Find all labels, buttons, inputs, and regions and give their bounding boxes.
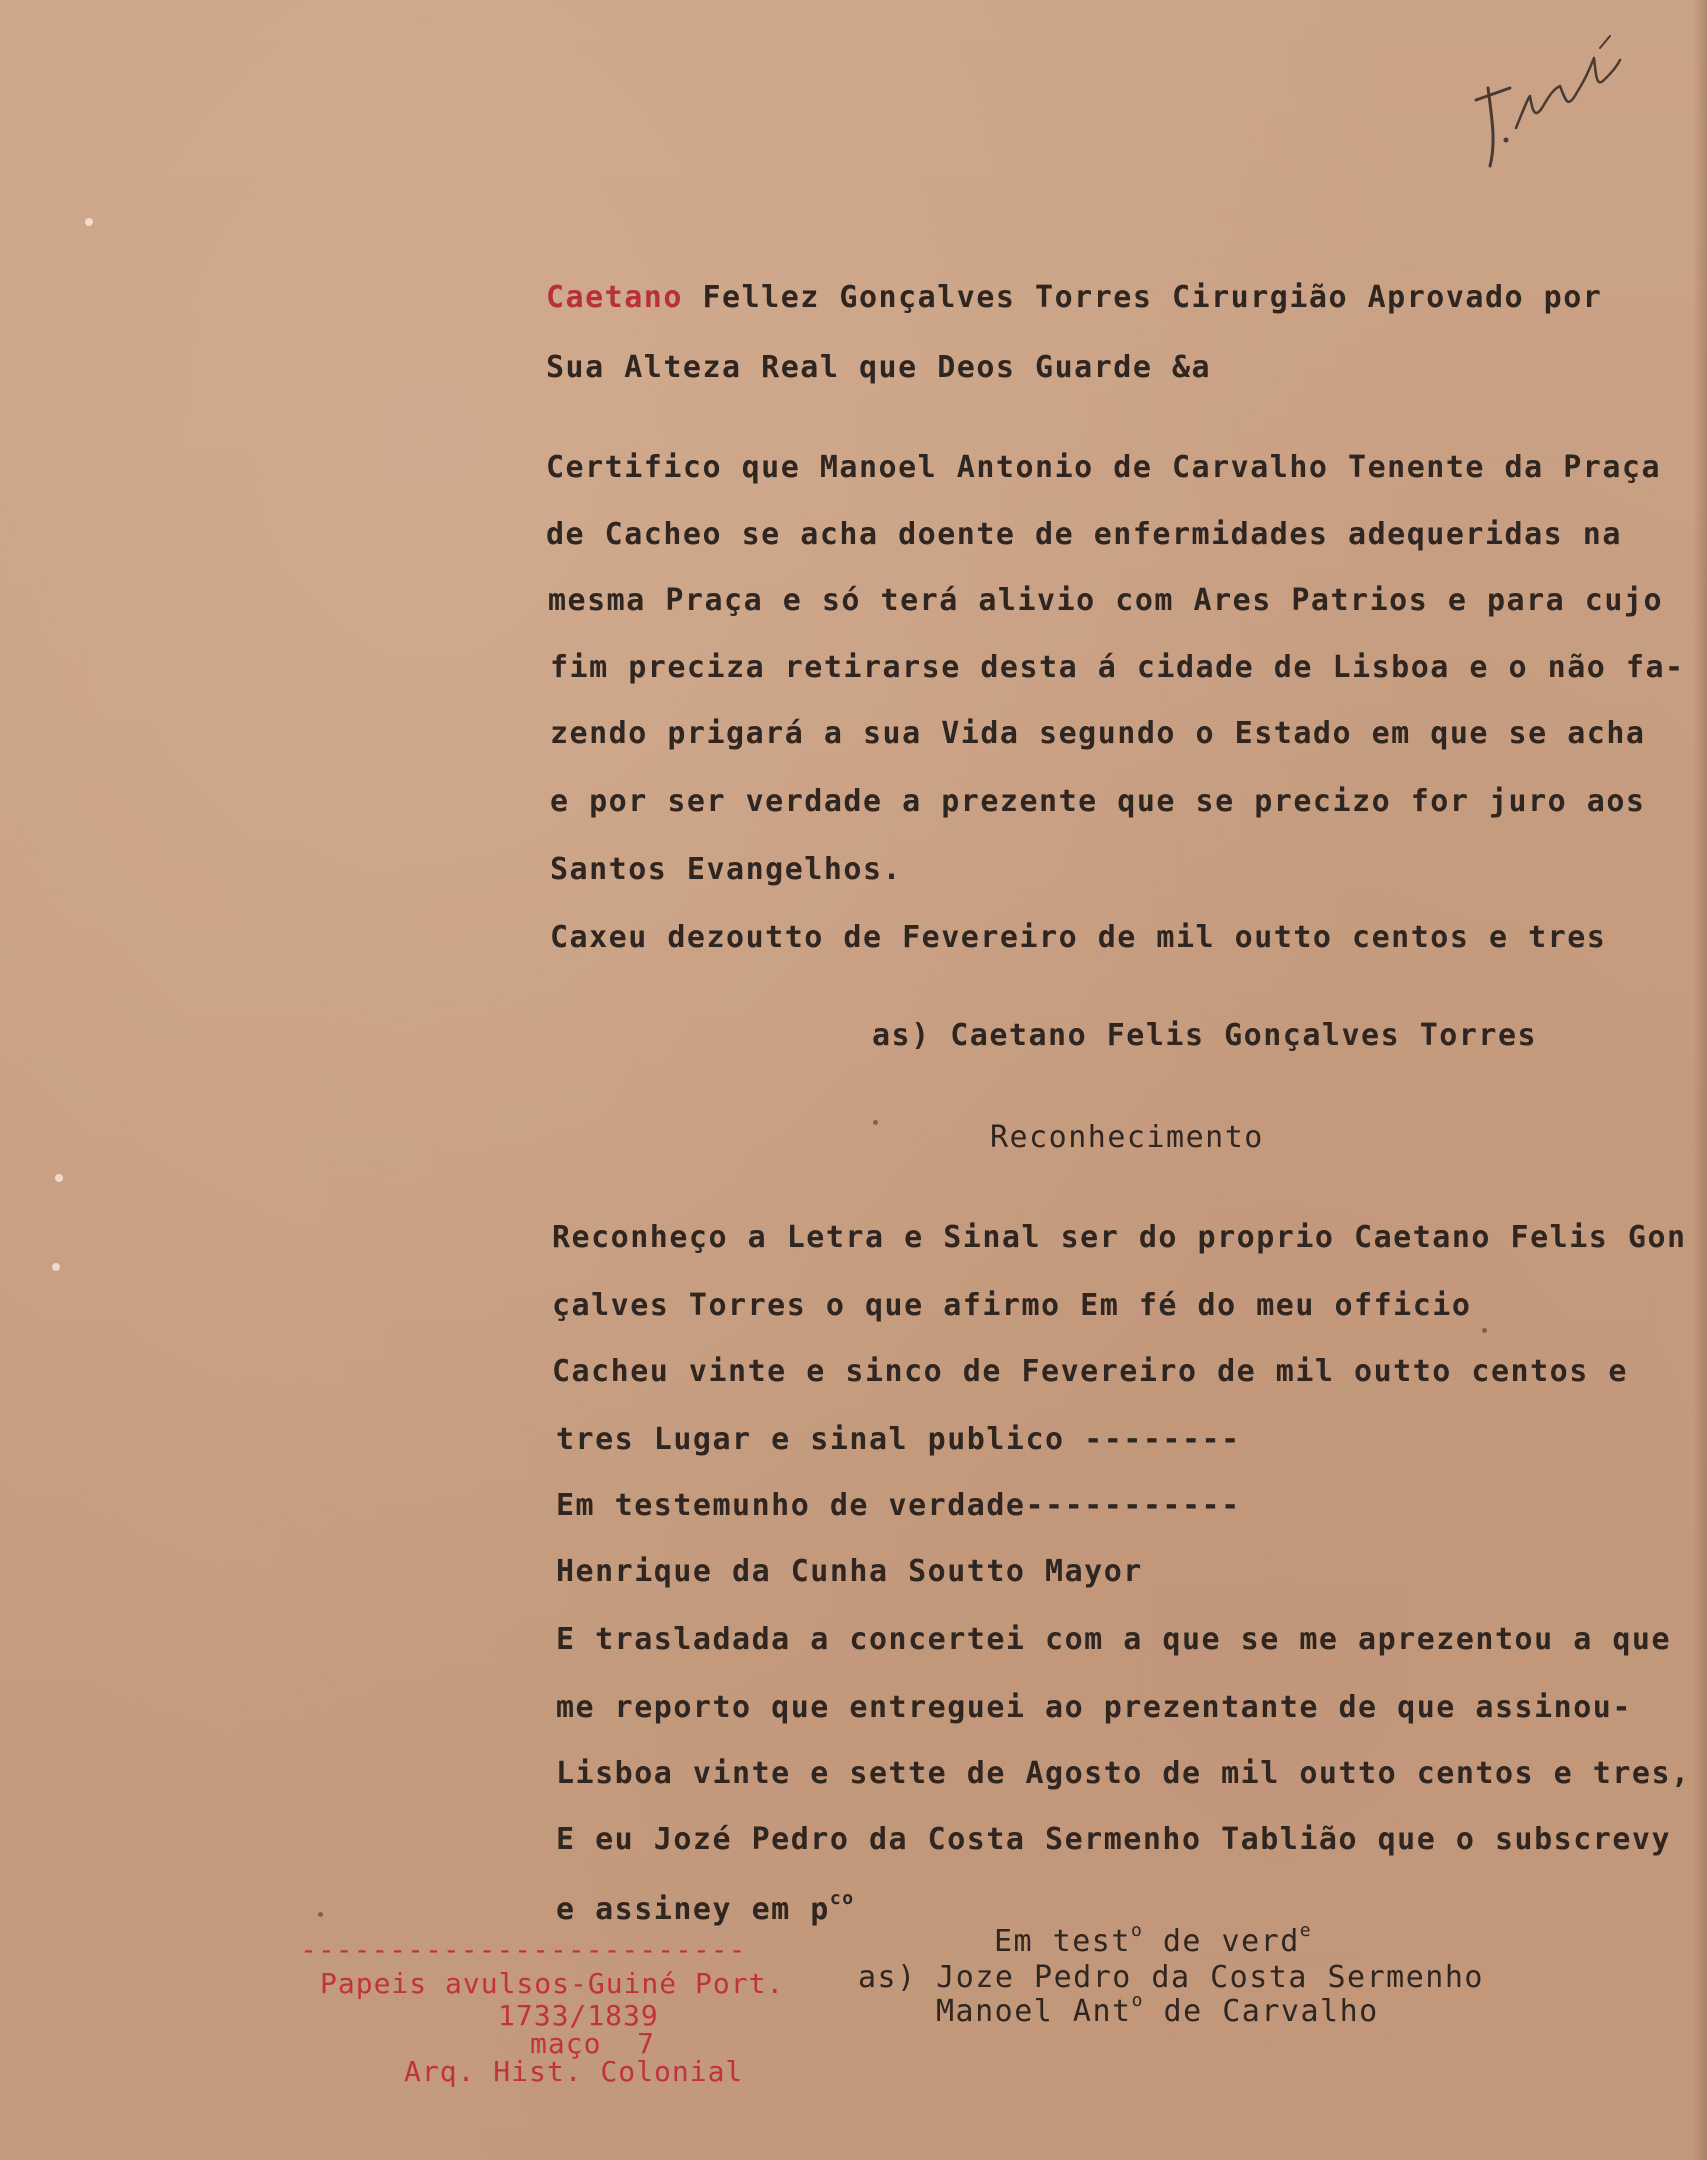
recognition-line: çalves Torres o que afirmo Em fé do meu officio [552, 1288, 1472, 1323]
header-line-1 [546, 280, 1602, 316]
testimony-mid: de verd [1143, 1924, 1300, 1959]
archive-stamp-line-4: Arq. Hist. Colonial [404, 2055, 744, 2088]
recognition-line: Cacheu vinte e sinco de Fevereiro de mil outto centos e [552, 1354, 1628, 1389]
sig2-prefix: Manoel Ant [936, 1994, 1132, 2029]
paper-speck [318, 1912, 323, 1917]
sig2-rest: de Carvalho [1143, 1994, 1379, 2029]
body-line: zendo prigará a sua Vida segundo o Estado em que se acha [550, 716, 1646, 751]
handwritten-signature-mark [1470, 28, 1630, 178]
recognition-line: Reconheço a Letra e Sinal ser do proprio Caetano Felis Gon [552, 1220, 1687, 1255]
recognition-line: me reporto que entreguei ao prezentante de que assinou- [556, 1690, 1632, 1725]
page-edge-shadow [1693, 0, 1707, 2160]
body-line: de Cacheo se acha doente de enfermidades adequeridas na [546, 517, 1622, 552]
testimony-superscript-2: e [1299, 1920, 1313, 1941]
recognition-line: Lisboa vinte e sette de Agosto de mil outto centos e tres, [556, 1756, 1691, 1791]
paper-speck [1482, 1328, 1487, 1333]
recognition-line: Henrique da Cunha Soutto Mayor [556, 1554, 1143, 1589]
body-line: mesma Praça e só terá alivio com Ares Patrios e para cujo [548, 583, 1664, 618]
testimony-prefix: Em test [994, 1924, 1131, 1959]
testimony-line [994, 1920, 1313, 1960]
body-line: Santos Evangelhos. [550, 852, 903, 887]
section-title: Reconhecimento [990, 1120, 1264, 1155]
paper-speck [55, 1174, 63, 1182]
archive-stamp-line-1: Papeis avulsos-Guiné Port. [320, 1967, 785, 2000]
closing-signature-1: as) Joze Pedro da Costa Sermenho [858, 1960, 1484, 1995]
testimony-superscript: o [1130, 1920, 1144, 1941]
body-line: fim preciza retirarse desta á cidade de Lisboa e o não fa- [550, 650, 1685, 685]
archive-stamp-line-3: maço 7 [530, 2027, 656, 2060]
archive-stamp-line-2: 1733/1839 [498, 1999, 659, 2032]
body-line: Caxeu dezoutto de Fevereiro de mil outto centos e tres [550, 920, 1607, 955]
recognition-line: tres Lugar e sinal publico -------- [556, 1422, 1241, 1457]
body-line: e por ser verdade a prezente que se precizo for juro aos [550, 784, 1646, 819]
closing-signature-2 [936, 1990, 1379, 2030]
sig2-superscript: o [1131, 1990, 1144, 2011]
header-line-2: Sua Alteza Real que Deos Guarde &a [546, 350, 1212, 385]
body-line: Certifico que Manoel Antonio de Carvalho Tenente da Praça [546, 450, 1662, 485]
paper-speck [52, 1263, 60, 1271]
recognition-line: Em testemunho de verdade----------- [556, 1488, 1241, 1523]
header-line-1-rest: Fellez Gonçalves Torres Cirurgião Aprovado por [682, 280, 1603, 315]
paper-speck [873, 1120, 878, 1125]
signed-line: as) Caetano Felis Gonçalves Torres [872, 1018, 1538, 1053]
recognition-line: E eu Jozé Pedro da Costa Sermenho Tablião que o subscrevy [556, 1822, 1672, 1857]
recognition-line: E trasladada a concertei com a que se me aprezentou a que [556, 1622, 1672, 1657]
archive-stamp-dashes: ------------------------- [300, 1933, 747, 1966]
closing-line [556, 1888, 855, 1928]
paper-speck [85, 218, 93, 226]
closing-superscript: co [829, 1888, 855, 1909]
header-name-prefix: Caetano [546, 280, 683, 315]
closing-text: e assiney em p [556, 1892, 830, 1927]
